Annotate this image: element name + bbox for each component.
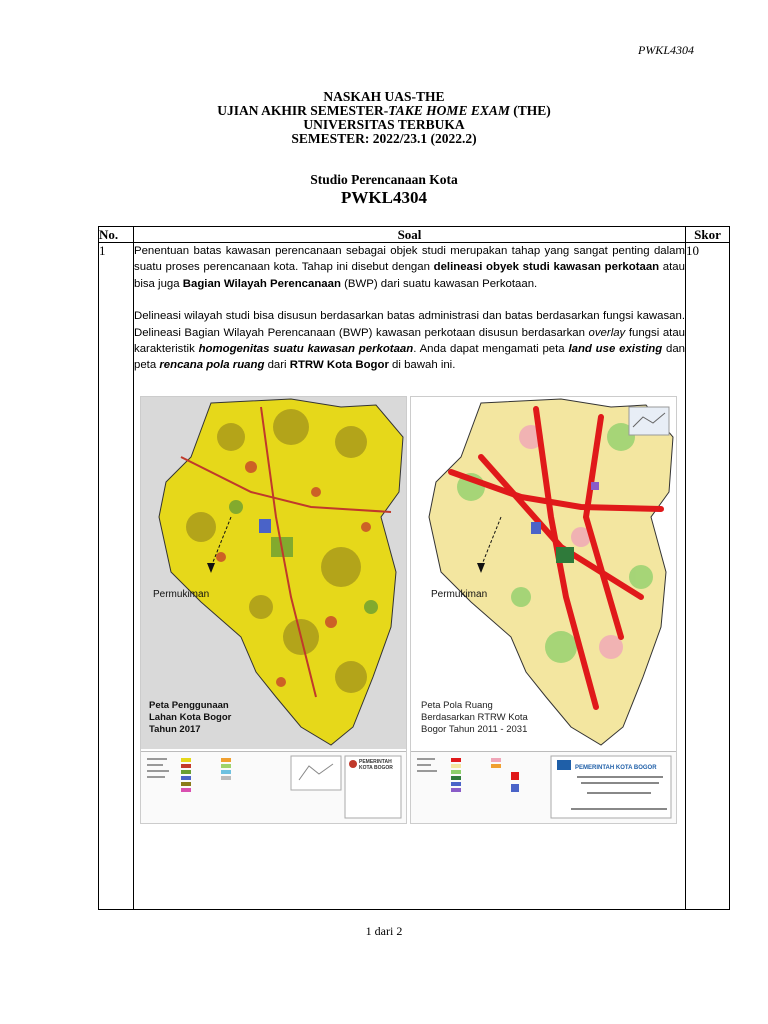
header-score: Skor <box>686 227 730 243</box>
document-header <box>0 90 768 146</box>
header-semester: SEMESTER: 2022/23.1 (2022.2) <box>291 131 477 146</box>
land-use-map-image <box>141 397 406 749</box>
spatial-pattern-map <box>410 396 677 824</box>
question-score: 10 <box>686 243 730 910</box>
header-question: Soal <box>134 227 686 243</box>
question-text <box>134 243 686 910</box>
question-table <box>98 226 730 910</box>
map-figure <box>134 396 670 822</box>
course-code: PWKL4304 <box>341 188 427 207</box>
header-university: UNIVERSITAS TERBUKA <box>303 117 465 132</box>
land-use-map-title: Peta Penggunaan Lahan Kota Bogor Tahun 2017 <box>149 699 232 735</box>
land-use-legend-org: PEMERINTAH KOTA BOGOR <box>359 758 393 771</box>
land-use-map-legend <box>141 751 406 824</box>
course-block <box>0 172 768 208</box>
table-row <box>99 243 730 910</box>
header-no: No. <box>99 227 134 243</box>
land-use-map <box>140 396 407 824</box>
header-title: NASKAH UAS-THE <box>323 89 445 104</box>
spatial-pattern-arrow-label: Permukiman <box>431 588 488 600</box>
header-exam-type: UJIAN AKHIR SEMESTER-TAKE HOME EXAM (THE) <box>217 103 551 118</box>
question-number: 1 <box>99 243 134 910</box>
question-paragraph-1: Penentuan batas kawasan perencanaan sebagai objek studi merupakan tahap yang sangat penting dalam suatu proses perencanaan kota. Tahap ini disebut dengan delineasi obyek studi kawasan perkotaan atau bisa juga Bagian Wilayah Perencanaan (BWP) dari suatu kawasan Perkotaan. <box>134 245 685 290</box>
land-use-arrow-label: Permukiman <box>153 588 210 600</box>
page-code: PWKL4304 <box>637 43 694 57</box>
spatial-pattern-map-title: Peta Pola Ruang Berdasarkan RTRW Kota Bogor Tahun 2011 - 2031 <box>421 699 528 735</box>
spatial-pattern-legend-org: PEMERINTAH KOTA BOGOR <box>575 764 657 771</box>
spatial-pattern-map-legend <box>411 751 676 824</box>
spatial-pattern-map-image <box>411 397 676 749</box>
course-name: Studio Perencanaan Kota <box>310 172 458 187</box>
table-header-row <box>99 227 730 243</box>
question-paragraph-2: Delineasi wilayah studi bisa disusun berdasarkan batas administrasi dan batas berdasarkan fungsi kawasan. Delineasi Bagian Wilayah Perencanaan (BWP) kawasan perkotaan disusun berdasarkan overlay fungsi atau karakteristik homogenitas suatu kawasan perkotaan. Anda dapat mengamati peta land use existing dan peta rencana pola ruang dari RTRW Kota Bogor di bawah ini. <box>134 310 685 372</box>
page-footer: 1 dari 2 <box>365 924 403 938</box>
